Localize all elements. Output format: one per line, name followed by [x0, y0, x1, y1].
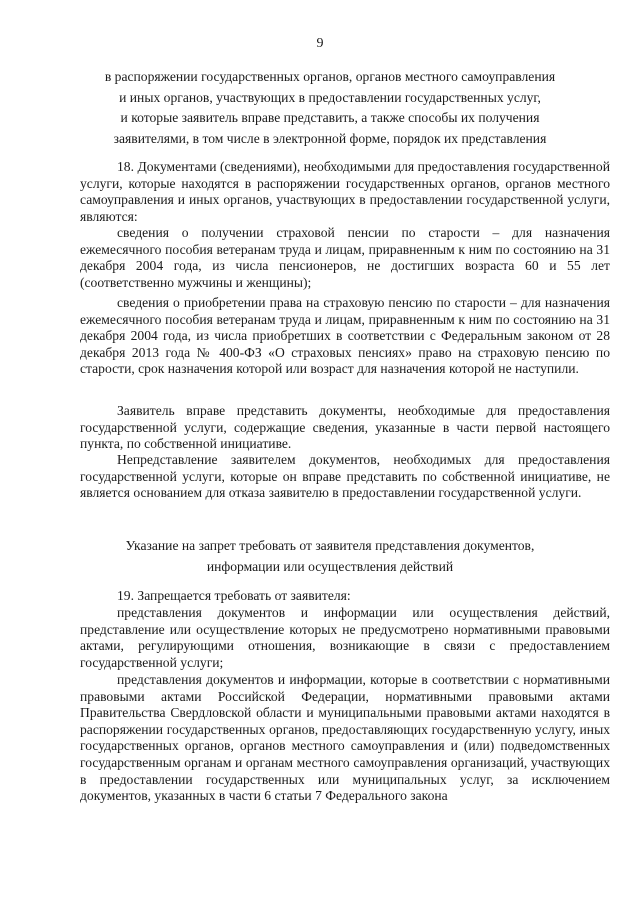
paragraph-pension-right	[80, 295, 610, 378]
heading-line: заявителями, в том числе в электронной форме, порядок их представления	[113, 130, 547, 146]
heading-line: в распоряжении государственных органов, органов местного самоуправления	[104, 69, 556, 84]
paragraph-text: сведения о приобретении права на страховую пенсию по старости – для назначения ежемесячного пособия ветеранам труда и лицам, приравненным к ним по состоянию на 31 декабря 2004 года, из числа приобретших в соответствии с Федеральным законом от 28 декабря 2013 года № 400-ФЗ «О страховых пенсиях» право на страховую пенсию по старости, срок назначения которой или возраст для назначения которой не наступили.	[80, 295, 610, 377]
paragraph-text: представления документов и информации, которые в соответствии с нормативными правовыми актами Российской Федерации, нормативными правовыми актами Правительства Свердловской области и муниципальными правовыми актами находятся в распоряжении государственных органов, предоставляющих государственную услугу, иных государственных органов, органов местного самоуправления и (или) подведомственных государственным органам и органам местного самоуправления организаций, участвующих в предоставлении государственных или муниципальных услуг, за исключением документов, указанных в части 6 статьи 7 Федерального закона	[80, 672, 610, 804]
paragraph-text: 18. Документами (сведениями), необходимыми для предоставления государственной услуги, которые находятся в распоряжении государственных органов, органов местного самоуправления и иных органов, участвующих в предоставлении государственной услуги, являются:	[80, 159, 610, 224]
paragraph-non-submission	[80, 452, 610, 502]
paragraph-text: Непредставление заявителем документов, необходимых для предоставления государственной услуги, которые он вправе представить по собственной инициативе, не является основанием для отказа заявителю в предоставлении государственной услуги.	[80, 452, 610, 501]
paragraph-text: сведения о получении страховой пенсии по старости – для назначения ежемесячного пособия ветеранам труда и лицам, приравненным к ним по состоянию на 31 декабря 2004 года, из числа пенсионеров, не достигших возраста 60 и 55 лет (соответственно мужчины и женщины);	[80, 225, 610, 290]
heading-line: информации или осуществления действий	[206, 558, 454, 574]
heading-line: Указание на запрет требовать от заявителя представления документов,	[125, 538, 535, 553]
section-heading-documents	[80, 67, 580, 149]
paragraph-prohibition-1	[80, 605, 610, 671]
paragraph-text: 19. Запрещается требовать от заявителя:	[117, 588, 351, 603]
paragraph-18	[80, 159, 610, 225]
paragraph-19	[80, 588, 610, 605]
paragraph-pension-info	[80, 225, 610, 291]
heading-line: и иных органов, участвующих в предоставлении государственных услуг,	[119, 89, 541, 105]
page-number: 9	[316, 36, 324, 51]
heading-line: и которые заявитель вправе представить, а также способы их получения	[120, 110, 540, 125]
paragraph-prohibition-2	[80, 672, 610, 805]
paragraph-text: Заявитель вправе представить документы, необходимые для предоставления государственной услуги, содержащие сведения, указанные в части первой настоящего пункта, по собственной инициативе.	[80, 403, 610, 452]
paragraph-applicant-right	[80, 403, 610, 453]
section-heading-prohibition	[80, 536, 580, 577]
paragraph-text: представления документов и информации или осуществления действий, представление или осуществление которых не предусмотрено нормативными правовыми актами, регулирующими отношения, возникающие в связи с предоставлением государственной услуги;	[80, 605, 610, 670]
